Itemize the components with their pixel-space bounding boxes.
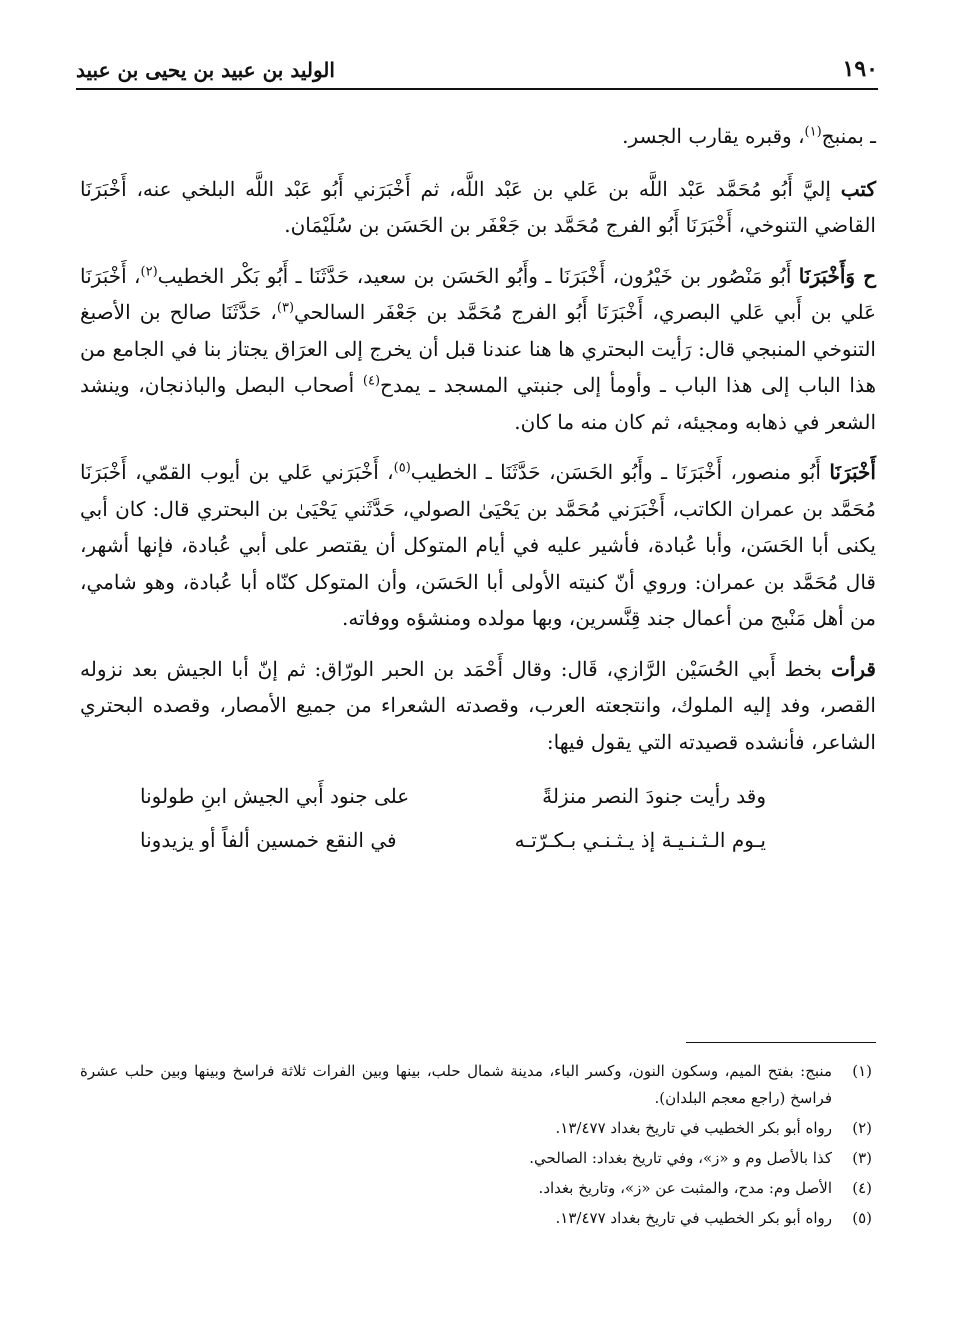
paragraph [80,171,876,244]
footnote-text: رواه أبو بكر الخطيب في تاريخ بغداد ١٣/٤٧٧. [555,1119,832,1137]
paragraph-text: ، أَخْبَرَني عَلي بن أيوب القمّي، أَخْبَرَنَا مُحَمَّد بن عمران الكاتب، أَخْبَرَني مُحَمَّد بن يَحْيَىٰ الصولي، حَدَّثَني يَحْيَىٰ بن البحتري قال: كان أبي يكنى أبا الحَسَن، وأبا عُبادة، فأشير عليه في أيام المتوكل أن يقتصر على أبي عُبادة، فإنها أشهر، قال مُحَمَّد بن عمران: وروي أنّ كنيته الأولى أبا الحَسَن، وأن المتوكل كنّاه أبا عُبادة، وهو شامي، من أهل مَنْبج من أعمال جند قِنَّسرين، وبها مولده ومنشؤه ووفاته. [80,460,876,630]
page-number: ١٩٠ [842,56,878,82]
footnote-marker: (٣) [276,300,295,316]
footnote-text: الأصل وم: مدح، والمثبت عن «ز»، وتاريخ بغداد. [538,1179,832,1197]
footnote-number: (٢) [852,1119,872,1137]
paragraph-text: ، حَدَّثَنَا صالح بن الأصبغ التنوخي المنبجي قال: رَأيت البحتري ها هنا عندنا قبل أن يخرج إلى العرَاق يجتاز بنا في الجامع من هذا الباب إلى هذا الباب ـ وأومأ إلى جنبتي المسجد ـ يمدح [80,300,876,397]
paragraph-keyword: قرأت [831,656,876,681]
paragraph-text: ، أَخْبَرَنَا عَلي بن أَبي عَلي البصري، أَخْبَرَنَا أَبُو الفرج مُحَمَّد بن جَعْفَر السالحي [80,263,876,324]
main-text [80,118,876,862]
footnote-marker: (٢) [140,263,158,279]
footnote-text: رواه أبو بكر الخطيب في تاريخ بغداد ١٣/٤٧٧. [555,1209,832,1227]
verse-first-hemistich: يـوم الـثـنـيـة إذ يـثـنـي بـكـرّتـه [514,828,766,852]
verse-second-hemistich: على جنود أَبي الجيش ابنِ طولونا [140,784,410,808]
paragraph-text: إليَّ أَبُو مُحَمَّد عَبْد اللَّه بن عَلي بن عَبْد اللَّه، ثم أَخْبَرَني أَبُو عَبْد اللَّه البلخي عنه، أَخْبَرَنَا القاضي التنوخي، أَخْبَرَنَا أَبُو الفرج مُحَمَّد بن جَعْفَر بن الحَسَن بن سُلَيْمَان. [80,176,876,237]
footnote [80,1115,872,1142]
footnote [80,1145,872,1172]
footnote [80,1205,872,1232]
footnote-number: (٣) [852,1149,872,1167]
verse [140,774,766,818]
footnote-text: كذا بالأصل وم و «ز»، وفي تاريخ بغداد: الصالحي. [529,1149,832,1167]
paragraph-text: أَبُو منصور، أَخْبَرَنَا ـ وأَبُو الحَسَن، حَدَّثَنَا ـ الخطيب [410,460,830,484]
footnote-number: (٥) [852,1209,872,1227]
paragraph [80,454,876,637]
footnotes [80,1058,872,1235]
paragraph-keyword: كتب [840,176,876,201]
running-title: الوليد بن عبيد بن يحيى بن عبيد [76,58,335,82]
verse [140,818,766,862]
paragraphs [80,118,876,760]
page-header [76,50,878,90]
verse-second-hemistich: في النقع خمسين ألفاً أو يزيدونا [140,828,397,852]
footnote-number: (١) [852,1062,872,1080]
footnote-number: (٤) [852,1179,872,1197]
paragraph-text: أَبُو مَنْصُور بن خَيْرُون، أَخْبَرَنَا ـ وأَبُو الحَسَن بن سعيد، حَدَّثَنَا ـ أَبُو بَكْر الخطيب [157,263,799,288]
paragraph-keyword: ح وَأَخْبَرَنَا [798,263,877,288]
footnote-separator [686,1042,876,1043]
paragraph-text: أصحاب البصل والباذنجان، وينشد الشعر في ذهابه ومجيئه، ثم كان منه ما كان. [80,373,876,434]
verse-first-hemistich: وقد رأيت جنودَ النصر منزلةً [542,784,766,808]
footnote [80,1058,872,1112]
footnote-marker: (٥) [393,460,411,476]
paragraph [80,651,876,761]
footnote [80,1175,872,1202]
paragraph [80,118,876,155]
footnote-marker: (٤) [362,373,381,389]
paragraph-text: ـ بمنبج [821,124,876,148]
paragraph-text: بخط أَبي الحُسَيْن الرَّازي، قَال: وقال أَحْمَد بن الحبر الورّاق: ثم إنّ أبا الجيش بعد نزوله القصر، وفد إليه الملوك، وانتجعته العرب، وقصدته الشعراء من جميع الأمصار، وقصده البحتري الشاعر، فأنشده قصيدته التي يقول فيها: [80,656,876,754]
paragraph-text: ، وقبره يقارب الجسر. [622,124,805,148]
paragraph-keyword: أَخْبَرَنَا [829,460,876,484]
paragraph [80,258,876,441]
footnote-marker: (١) [804,124,822,140]
poem [140,774,766,862]
footnote-text: منبج: بفتح الميم، وسكون النون، وكسر الباء، مدينة شمال حلب، بينها وبين الفرات ثلاثة فراسخ وبينها وبين حلب عشرة فراسخ (راجع معجم البلدان). [80,1062,832,1107]
